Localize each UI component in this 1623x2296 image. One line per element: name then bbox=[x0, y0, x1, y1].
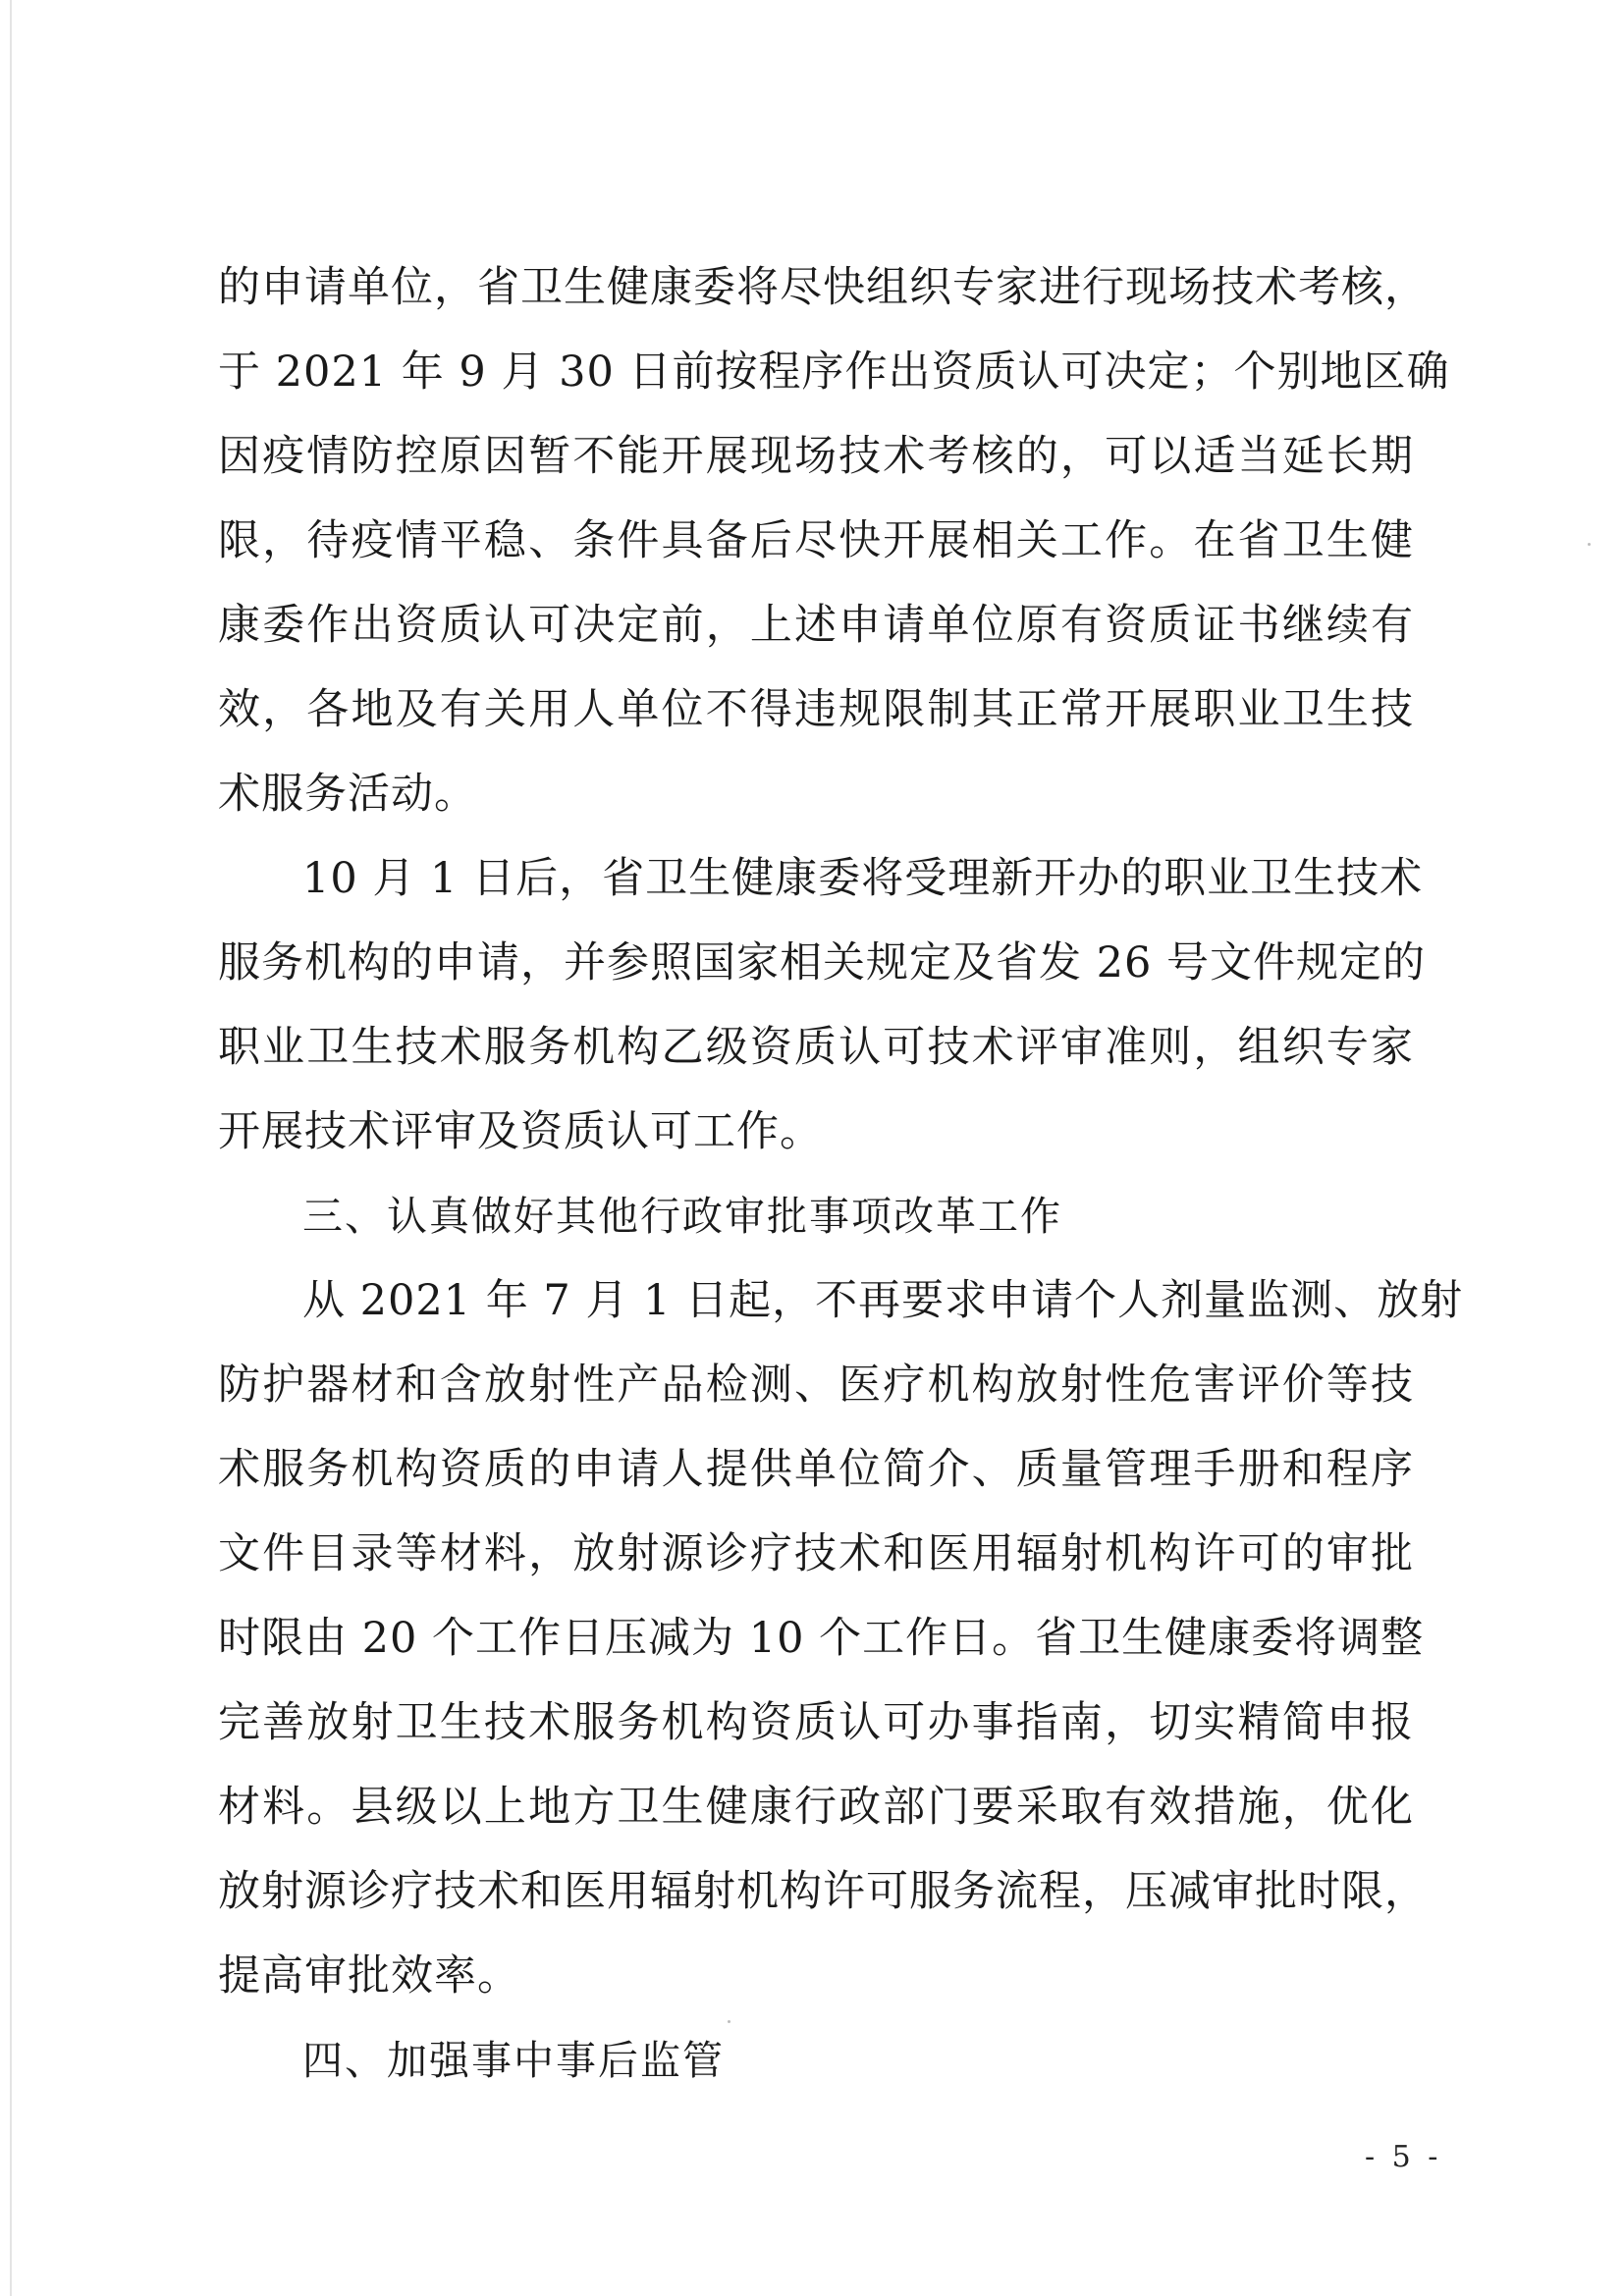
body-line: 服务机构的申请，并参照国家相关规定及省发 26 号文件规定的 bbox=[218, 938, 1427, 988]
body-line: 材料。县级以上地方卫生健康行政部门要采取有效措施，优化 bbox=[218, 1783, 1414, 1832]
body-line: 术服务活动。 bbox=[218, 770, 477, 819]
page-number: - 5 - bbox=[1365, 2140, 1442, 2174]
body-line: 时限由 20 个工作日压减为 10 个工作日。省卫生健康委将调整 bbox=[218, 1614, 1425, 1663]
section-heading-4: 四、加强事中事后监管 bbox=[302, 2037, 725, 2084]
body-line: 于 2021 年 9 月 30 日前按程序作出资质认可决定；个别地区确 bbox=[218, 347, 1450, 397]
scan-speck bbox=[1588, 543, 1591, 546]
scan-edge-shadow bbox=[10, 0, 12, 2296]
body-line: 效，各地及有关用人单位不得违规限制其正常开展职业卫生技 bbox=[218, 685, 1414, 734]
section-heading-3: 三、认真做好其他行政审批事项改革工作 bbox=[302, 1193, 1062, 1240]
body-line: 开展技术评审及资质认可工作。 bbox=[218, 1107, 823, 1156]
body-line: 放射源诊疗技术和医用辐射机构许可服务流程，压减审批时限， bbox=[218, 1867, 1428, 1916]
body-line: 提高审批效率。 bbox=[218, 1951, 520, 2001]
body-line: 康委作出资质认可决定前，上述申请单位原有资质证书继续有 bbox=[218, 601, 1414, 650]
body-line: 限，待疫情平稳、条件具备后尽快开展相关工作。在省卫生健 bbox=[218, 516, 1414, 565]
body-line: 术服务机构资质的申请人提供单位简介、质量管理手册和程序 bbox=[218, 1445, 1414, 1494]
scan-speck bbox=[728, 2020, 730, 2023]
body-line: 因疫情防控原因暂不能开展现场技术考核的，可以适当延长期 bbox=[218, 432, 1414, 481]
body-line: 完善放射卫生技术服务机构资质认可办事指南，切实精简申报 bbox=[218, 1698, 1414, 1747]
body-line: 防护器材和含放射性产品检测、医疗机构放射性危害评价等技 bbox=[218, 1361, 1414, 1410]
paragraph-first-line: 10 月 1 日后，省卫生健康委将受理新开办的职业卫生技术 bbox=[302, 854, 1424, 903]
body-line: 职业卫生技术服务机构乙级资质认可技术评审准则，组织专家 bbox=[218, 1023, 1414, 1072]
body-line: 的申请单位，省卫生健康委将尽快组织专家进行现场技术考核， bbox=[218, 263, 1428, 312]
body-line: 文件目录等材料，放射源诊疗技术和医用辐射机构许可的审批 bbox=[218, 1529, 1414, 1578]
paragraph-first-line: 从 2021 年 7 月 1 日起，不再要求申请个人剂量监测、放射 bbox=[302, 1276, 1464, 1325]
document-body bbox=[218, 245, 1464, 2103]
